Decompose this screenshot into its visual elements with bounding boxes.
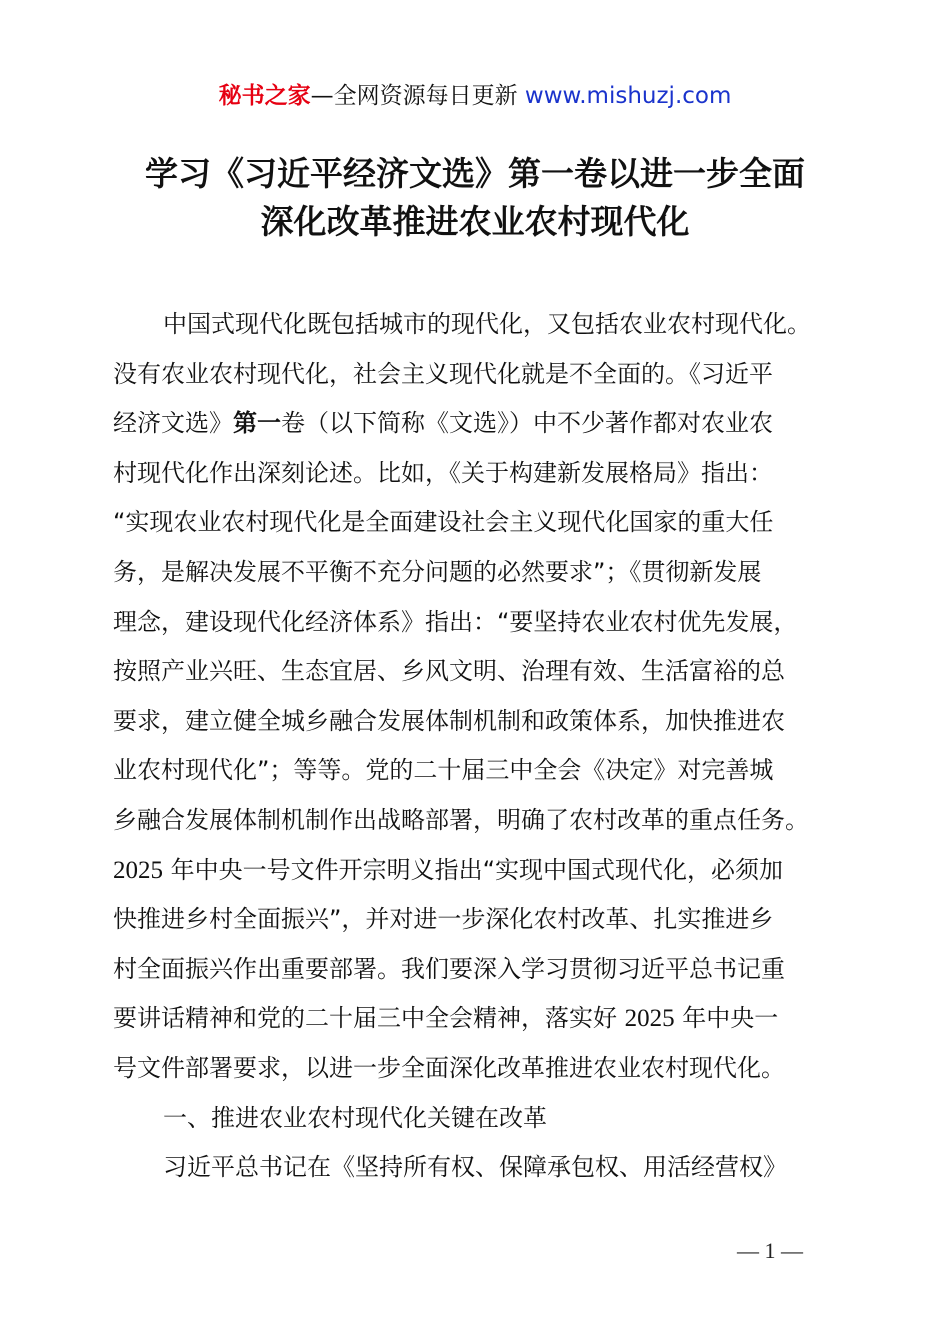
body-text-span: 卷（以下简称《文选》）中不少著作都对农业农 bbox=[281, 409, 773, 438]
title-line-2: 深化改革推进农业农村现代化 bbox=[260, 202, 690, 241]
body-text-span: 年中央一 bbox=[674, 1004, 779, 1033]
site-header bbox=[0, 80, 950, 112]
document-body bbox=[113, 300, 853, 1193]
body-line: 村现代化作出深刻论述。比如，《关于构建新发展格局》指出： bbox=[113, 458, 773, 487]
body-line bbox=[113, 399, 853, 449]
year-number: 2025 bbox=[113, 856, 163, 884]
body-text-span: 年中央一号文件开宗明义指出“实现中国式现代化，必须加 bbox=[163, 855, 784, 884]
body-line: 务，是解决发展不平衡不充分问题的必然要求”；《贯彻新发展 bbox=[113, 557, 762, 586]
title-line-1: 学习《习近平经济文选》第一卷以进一步全面 bbox=[145, 154, 805, 193]
body-line: 按照产业兴旺、生态宜居、乡风文明、治理有效、生活富裕的总 bbox=[113, 657, 785, 686]
page-number: — 1 — bbox=[737, 1238, 803, 1263]
body-line: 没有农业农村现代化，社会主义现代化就是不全面的。《习近平 bbox=[113, 359, 773, 388]
body-line: 理念，建设现代化经济体系》指出：“要坚持农业农村优先发展， bbox=[113, 607, 798, 636]
site-url-link[interactable]: www.mishuzj.com bbox=[524, 83, 732, 109]
section-heading: 一、推进农业农村现代化关键在改革 bbox=[163, 1103, 547, 1132]
body-line: 业农村现代化”；等等。党的二十届三中全会《决定》对完善城 bbox=[113, 756, 774, 785]
body-text-span: 经济文选》 bbox=[113, 409, 233, 438]
body-line: 快推进乡村全面振兴”，并对进一步深化农村改革、扎实推进乡 bbox=[113, 905, 774, 934]
body-bold-span: 第一 bbox=[233, 409, 281, 438]
body-line bbox=[113, 846, 853, 896]
year-number: 2025 bbox=[624, 1005, 675, 1033]
body-line: 乡融合发展体制机制作出战略部署，明确了农村改革的重点任务。 bbox=[113, 805, 809, 834]
body-line: 中国式现代化既包括城市的现代化，又包括农业农村现代化。 bbox=[163, 310, 811, 338]
body-line: “实现农业农村现代化是全面建设社会主义现代化国家的重大任 bbox=[113, 508, 774, 537]
body-line: 号文件部署要求，以进一步全面深化改革推进农业农村现代化。 bbox=[113, 1053, 785, 1082]
document-title bbox=[60, 150, 890, 246]
site-tagline: —全网资源每日更新 bbox=[310, 83, 525, 109]
site-brand: 秘书之家 bbox=[218, 83, 311, 109]
body-line: 习近平总书记在《坚持所有权、保障承包权、用活经营权》 bbox=[163, 1153, 787, 1182]
body-line: 要求，建立健全城乡融合发展体制机制和政策体系，加快推进农 bbox=[113, 706, 785, 735]
body-line bbox=[113, 994, 853, 1044]
body-text-span: 要讲话精神和党的二十届三中全会精神，落实好 bbox=[113, 1004, 625, 1033]
body-line: 村全面振兴作出重要部署。我们要深入学习贯彻习近平总书记重 bbox=[113, 954, 785, 983]
